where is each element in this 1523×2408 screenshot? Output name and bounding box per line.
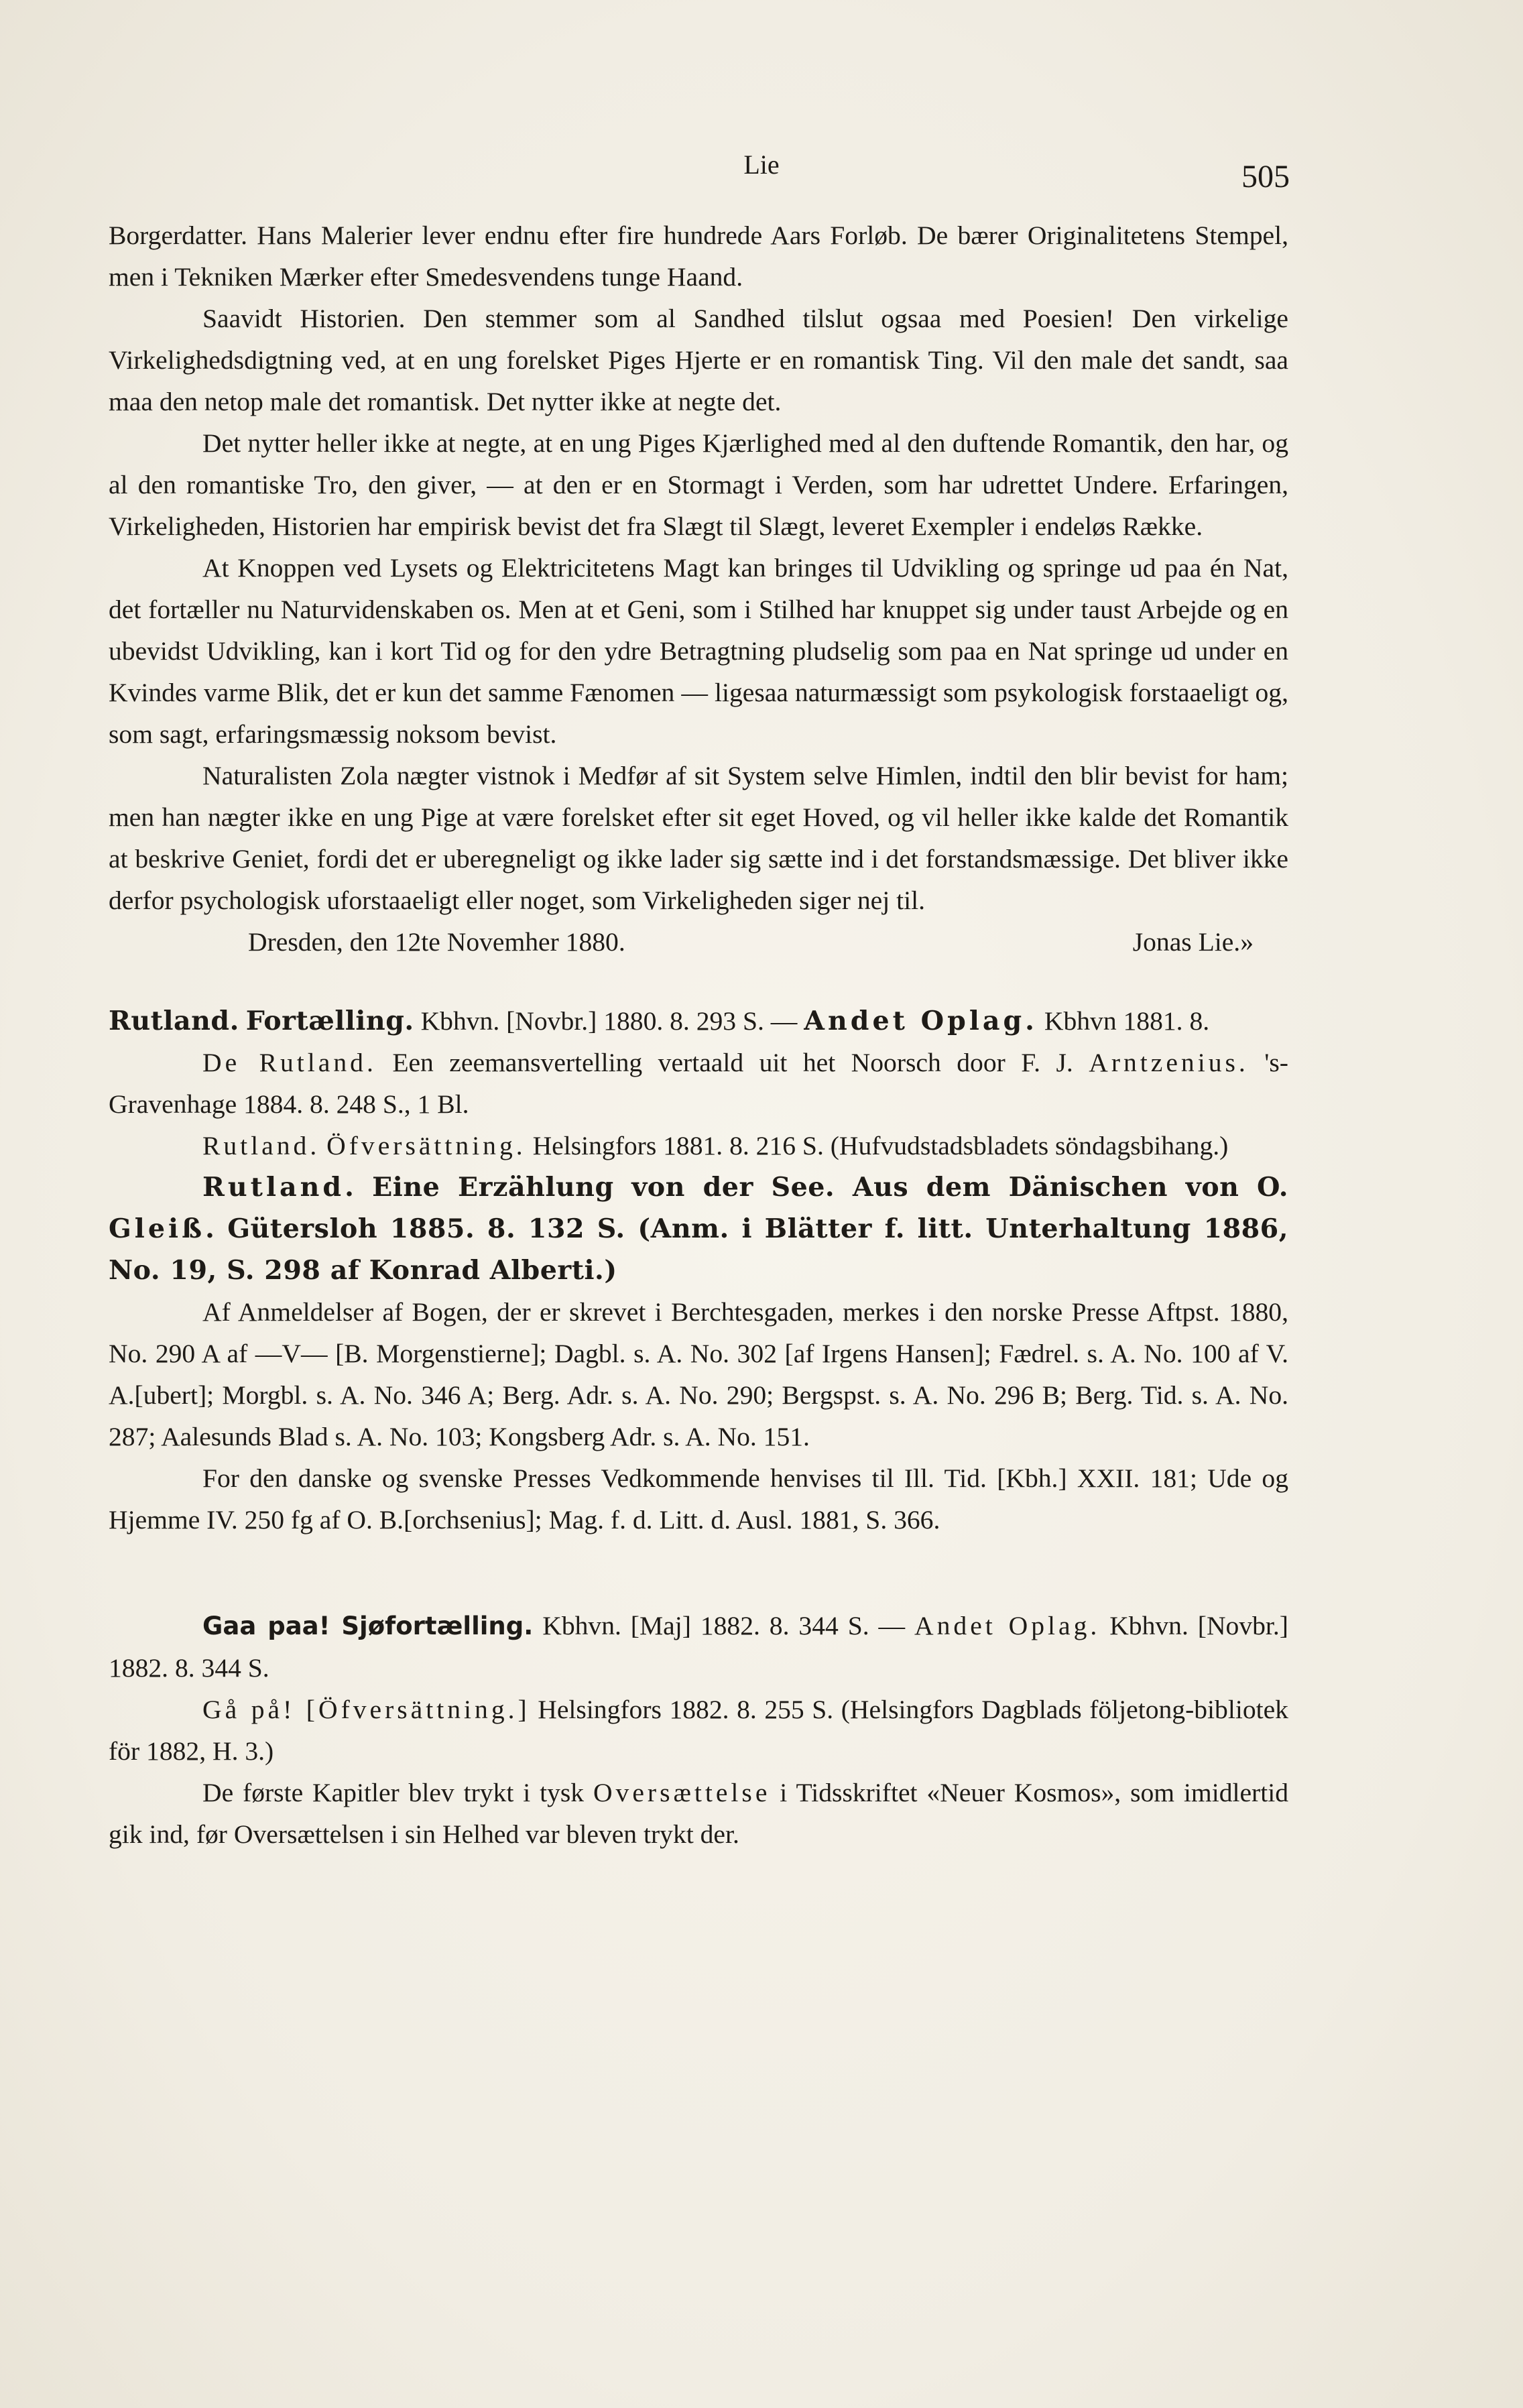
body-text	[109, 215, 1288, 1855]
entry-dutch-pub: 's-Gravenhage 1884. 8. 248 S., 1 Bl.	[109, 1048, 1288, 1119]
entry-gaa-paa-title: Gaa paa! Sjøfortælling.	[202, 1612, 534, 1640]
running-head: Lie	[743, 149, 780, 180]
entry-gaa-paa-pub2: Kbhvn. [Novbr.] 1882. 8. 344 S.	[109, 1611, 1288, 1683]
entry-gaa-paa-swedish-title: Gå på! [Öfversättning.]	[202, 1695, 530, 1724]
entry-german-pub: Gütersloh 1885. 8. 132 S. (Anm. i Blätter f. litt. Unterhaltung 1886, No. 19, S. 298 af Konrad Alberti.)	[109, 1213, 1288, 1286]
entry-swedish-title: Rutland.	[202, 1131, 320, 1160]
page-number: 505	[1241, 159, 1290, 194]
entry-swedish-label: Öfversättning.	[326, 1131, 526, 1160]
entry-gaa-paa	[109, 1605, 1288, 1689]
entry-rutland-pub2: Kbhvn 1881. 8.	[1044, 1006, 1210, 1036]
paragraph-2: Saavidt Historien. Den stemmer som al Sandhed tilslut ogsaa med Poesien! Den virkelige Virkelighedsdigtning ved, at en ung forelsket Piges Hjerte er en romantisk Ting. Vil den male det sandt, saa maa den netop male det romantisk. Det nytter ikke at negte det.	[109, 304, 1288, 416]
signoff-place-date: Dresden, den 12te Novemher 1880.	[248, 927, 625, 957]
entry-swedish	[109, 1125, 1288, 1166]
entry-gaa-paa-pub: Kbhvn. [Maj] 1882. 8. 344 S. —	[542, 1611, 906, 1640]
signoff-signature: Jonas Lie.»	[1132, 927, 1254, 957]
entry-gaa-paa-swedish	[109, 1689, 1288, 1772]
entry-gaa-paa-note-1: De første Kapitler blev trykt i tysk	[202, 1778, 585, 1807]
entry-rutland-pub: Kbhvn. [Novbr.] 1880. 8. 293 S. —	[420, 1006, 798, 1036]
reviews-danish-swedish: For den danske og svenske Presses Vedkommende henvises til Ill. Tid. [Kbh.] XXII. 181; Ude og Hjemme IV. 250 fg af O. B.[orchsenius]; Mag. f. d. Litt. d. Ausl. 1881, S. 366.	[109, 1463, 1288, 1534]
paragraph-5: Naturalisten Zola nægter vistnok i Medfør af sit System selve Himlen, indtil den blir bevist for ham; men han nægter ikke en ung Pige at være forelsket efter sit eget Hoved, og vil heller ikke kalde det Romantik at beskrive Geniet, fordi det er uberegneligt og ikke lader sig sætte ind i det forstandsmæssige. Det bliver ikke derfor psychologisk uforstaaeligt eller noget, som Virkeligheden siger nej til.	[109, 761, 1288, 915]
reviews-norwegian: Af Anmeldelser af Bogen, der er skrevet i Berchtesgaden, merkes i den norske Presse Aftpst. 1880, No. 290 A af —V— [B. Morgenstierne]; Dagbl. s. A. No. 302 [af Irgens Hansen]; Fædrel. s. A. No. 100 af V. A.[ubert]; Morgbl. s. A. No. 346 A; Berg. Adr. s. A. No. 290; Bergspst. s. A. No. 296 B; Berg. Tid. s. A. No. 287; Aalesunds Blad s. A. No. 103; Kongsberg Adr. s. A. No. 151.	[109, 1297, 1288, 1451]
entry-german-title: Rutland.	[202, 1172, 357, 1203]
entry-german-translator: Gleiß.	[109, 1213, 218, 1244]
entry-dutch-title: De Rutland.	[202, 1048, 377, 1077]
signoff	[109, 921, 1254, 963]
entry-dutch	[109, 1042, 1288, 1125]
entry-rutland	[109, 1000, 1288, 1042]
paragraph-4: At Knoppen ved Lysets og Elektricitetens Magt kan bringes til Udvikling og springe ud paa én Nat, det fortæller nu Naturvidenskaben os. Men at et Geni, som i Stilhed har knuppet sig under taust Arbejde og en ubevidst Udvikling, kan i kort Tid og for den ydre Betragtning pludselig som paa en Nat springe ud under en Kvindes varme Blik, det er kun det samme Fænomen — ligesaa naturmæssigt som psykologisk forstaaeligt og, som sagt, erfaringsmæssig noksom bevist.	[109, 553, 1288, 749]
entry-dutch-rest: Een zeemansvertelling vertaald uit het Noorsch door F. J.	[392, 1048, 1073, 1077]
entry-gaa-paa-note-2: i Tidsskriftet «Neuer Kosmos», som imidlertid gik ind, før Oversættelsen i sin Helhed var bleven trykt der.	[109, 1778, 1289, 1849]
entry-gaa-paa-edition: Andet Oplag.	[914, 1611, 1101, 1640]
paragraph-3: Det nytter heller ikke at negte, at en ung Piges Kjærlighed med al den duftende Romantik, den har, og al den romantiske Tro, den giver, — at den er en Stormagt i Verden, som har udrettet Undere. Erfaringen, Virkeligheden, Historien har empirisk bevist det fra Slægt til Slægt, leveret Exempler i endeløs Række.	[109, 428, 1288, 541]
entry-german	[109, 1166, 1288, 1291]
entry-gaa-paa-swedish-pub: Helsingfors 1882. 8. 255 S. (Helsingfors Dagblads följetong-bibliotek för 1882, H. 3.)	[109, 1695, 1288, 1766]
entry-german-rest: Eine Erzählung von der See. Aus dem Dänischen von O.	[372, 1172, 1288, 1203]
entry-rutland-edition: Andet Oplag.	[804, 1006, 1038, 1036]
entry-rutland-subtitle: Fortælling.	[245, 1006, 414, 1036]
entry-gaa-paa-note	[109, 1772, 1288, 1855]
entry-swedish-pub: Helsingfors 1881. 8. 216 S. (Hufvudstadsbladets söndagsbihang.)	[532, 1131, 1229, 1160]
entry-gaa-paa-note-spaced: Oversættelse	[593, 1778, 771, 1807]
entry-dutch-translator: Arntzenius.	[1089, 1048, 1249, 1077]
entry-rutland-title: Rutland.	[109, 1006, 239, 1036]
paragraph-1: Borgerdatter. Hans Malerier lever endnu efter fire hundrede Aars Forløb. De bærer Originalitetens Stempel, men i Tekniken Mærker efter Smedesvendens tunge Haand.	[109, 221, 1288, 292]
